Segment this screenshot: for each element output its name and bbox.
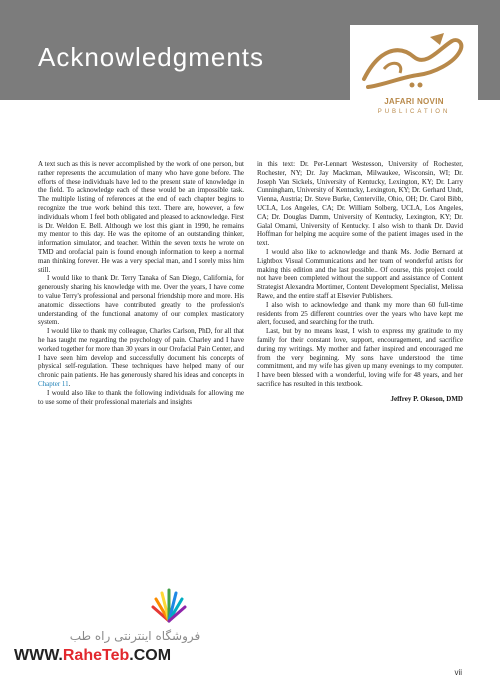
paragraph: in this text: Dr. Per-Lennart Westesson, University of Rochester, Rochester, NY; Dr. Jay Mackman, Milwaukee, Wisconsin, WI; Dr. Joseph Van Sickels, University of Kentucky, Lexington, KY; Dr. Larry Cunningham, University of Kentucky, Lexington, KY; Dr. Gerhard Undt, Vienna, Austria; Dr. Steve Burke, Centerville, Ohio, OH; Dr. Carol Bibb, UCLA, Los Angeles, CA; Dr. William Solberg, UCLA, Los Angeles, CA; Dr. Douglas Damm, University of Kentucky, Lexington, KY; Dr. Galal Omami, University of Kentucky. I also wish to thank Dr. David Hoffman for helping me acquire some of the patient images used in the text. xyxy=(257,160,463,248)
paragraph: I would also like to thank the following individuals for allowing me to use some of their professional materials and insights xyxy=(38,388,244,406)
store-name: فروشگاه اینترنتی راه طب xyxy=(69,629,201,643)
books-icon xyxy=(148,585,190,625)
url-suffix: .COM xyxy=(129,647,172,664)
right-column xyxy=(257,160,463,404)
chapter-11-link[interactable]: Chapter 11 xyxy=(38,379,69,388)
store-url xyxy=(14,647,171,665)
url-brand: RaheTeb xyxy=(62,647,130,664)
page-title: Acknowledgments xyxy=(38,42,264,72)
paragraph: Last, but by no means least, I wish to express my gratitude to my family for their constant love, support, encouragement, and sacrifice during my writings. My mother and father inspired and encouraged me from the very beginning. My sons have understood the time commitment, and my wife has given up many evenings to my computer. I have been blessed with a wonderful, loving wife for 48 years, and her sacrifice has resulted in this textbook. xyxy=(257,327,463,388)
author-signature: Jeffrey P. Okeson, DMD xyxy=(390,394,463,403)
paragraph: A text such as this is never accomplished by the work of one person, but rather represents the accumulation of many who have gone before. The efforts of these individuals have led to the present state of knowledge in the field. To acknowledge each of these would be an impossible task. The multiple listing of references at the end of each chapter begins to recognize the true work behind this text. There are, however, a few individuals whom I feel both obligated and pleased to acknowledge. First is Dr. Weldon E. Bell. Although we lost this giant in 1990, he remains my mentor to this day. He was the epitome of an outstanding thinker, information simulator, and teacher. Within the seven texts he wrote on TMD and orofacial pain is found enough information to keep a normal man thinking forever. He was a very special man, and I sorely miss him still. xyxy=(38,160,244,274)
acknowledgments-body xyxy=(38,160,463,460)
paragraph: I would like to thank Dr. Terry Tanaka of San Diego, California, for generously sharing his knowledge with me. Over the years, I have come to value Terry's professional and personal friendship more and more. His anatomic dissections have contributed greatly to the profession's understanding of the functional anatomy of our complex masticatory system. xyxy=(38,274,244,327)
publisher-logo xyxy=(350,25,478,120)
logo-name: JAFARI NOVIN xyxy=(384,97,444,106)
page-number: vii xyxy=(454,668,462,677)
paragraph: I also wish to acknowledge and thank my more than 60 full-time residents from 25 different countries over the years who have kept me alert, focused, and searching for the truth. xyxy=(257,300,463,327)
logo-subtitle: PUBLICATION xyxy=(377,109,451,115)
paragraph-text: I would like to thank my colleague, Charles Carlson, PhD, for all that he has taught me regarding the psychology of pain. Charley and I have worked together for more than 30 years in our Orofacial Pain Center, and I have seen him develop and successfully document his concepts of physical self-regulation. These techniques have helped many of our chronic pain patients. He has generously shared his ideas and concepts in xyxy=(38,327,244,380)
left-column xyxy=(38,160,244,406)
url-prefix: WWW. xyxy=(14,647,63,664)
calligraphy-logo-icon xyxy=(354,29,474,95)
paragraph: I would also like to acknowledge and thank Ms. Jodie Bernard at Lightbox Visual Communications and her team of wonderful artists for making this edition and the last possible.. Of course, this project could not have been completed without the support and assistance of Content Strategist Alexandra Mortimer, Content Development Specialist, Melissa Rawe, and the entire staff at Elsevier Publishers. xyxy=(257,247,463,300)
paragraph xyxy=(38,327,244,389)
store-watermark xyxy=(0,585,250,665)
paragraph-text: . xyxy=(68,379,71,388)
